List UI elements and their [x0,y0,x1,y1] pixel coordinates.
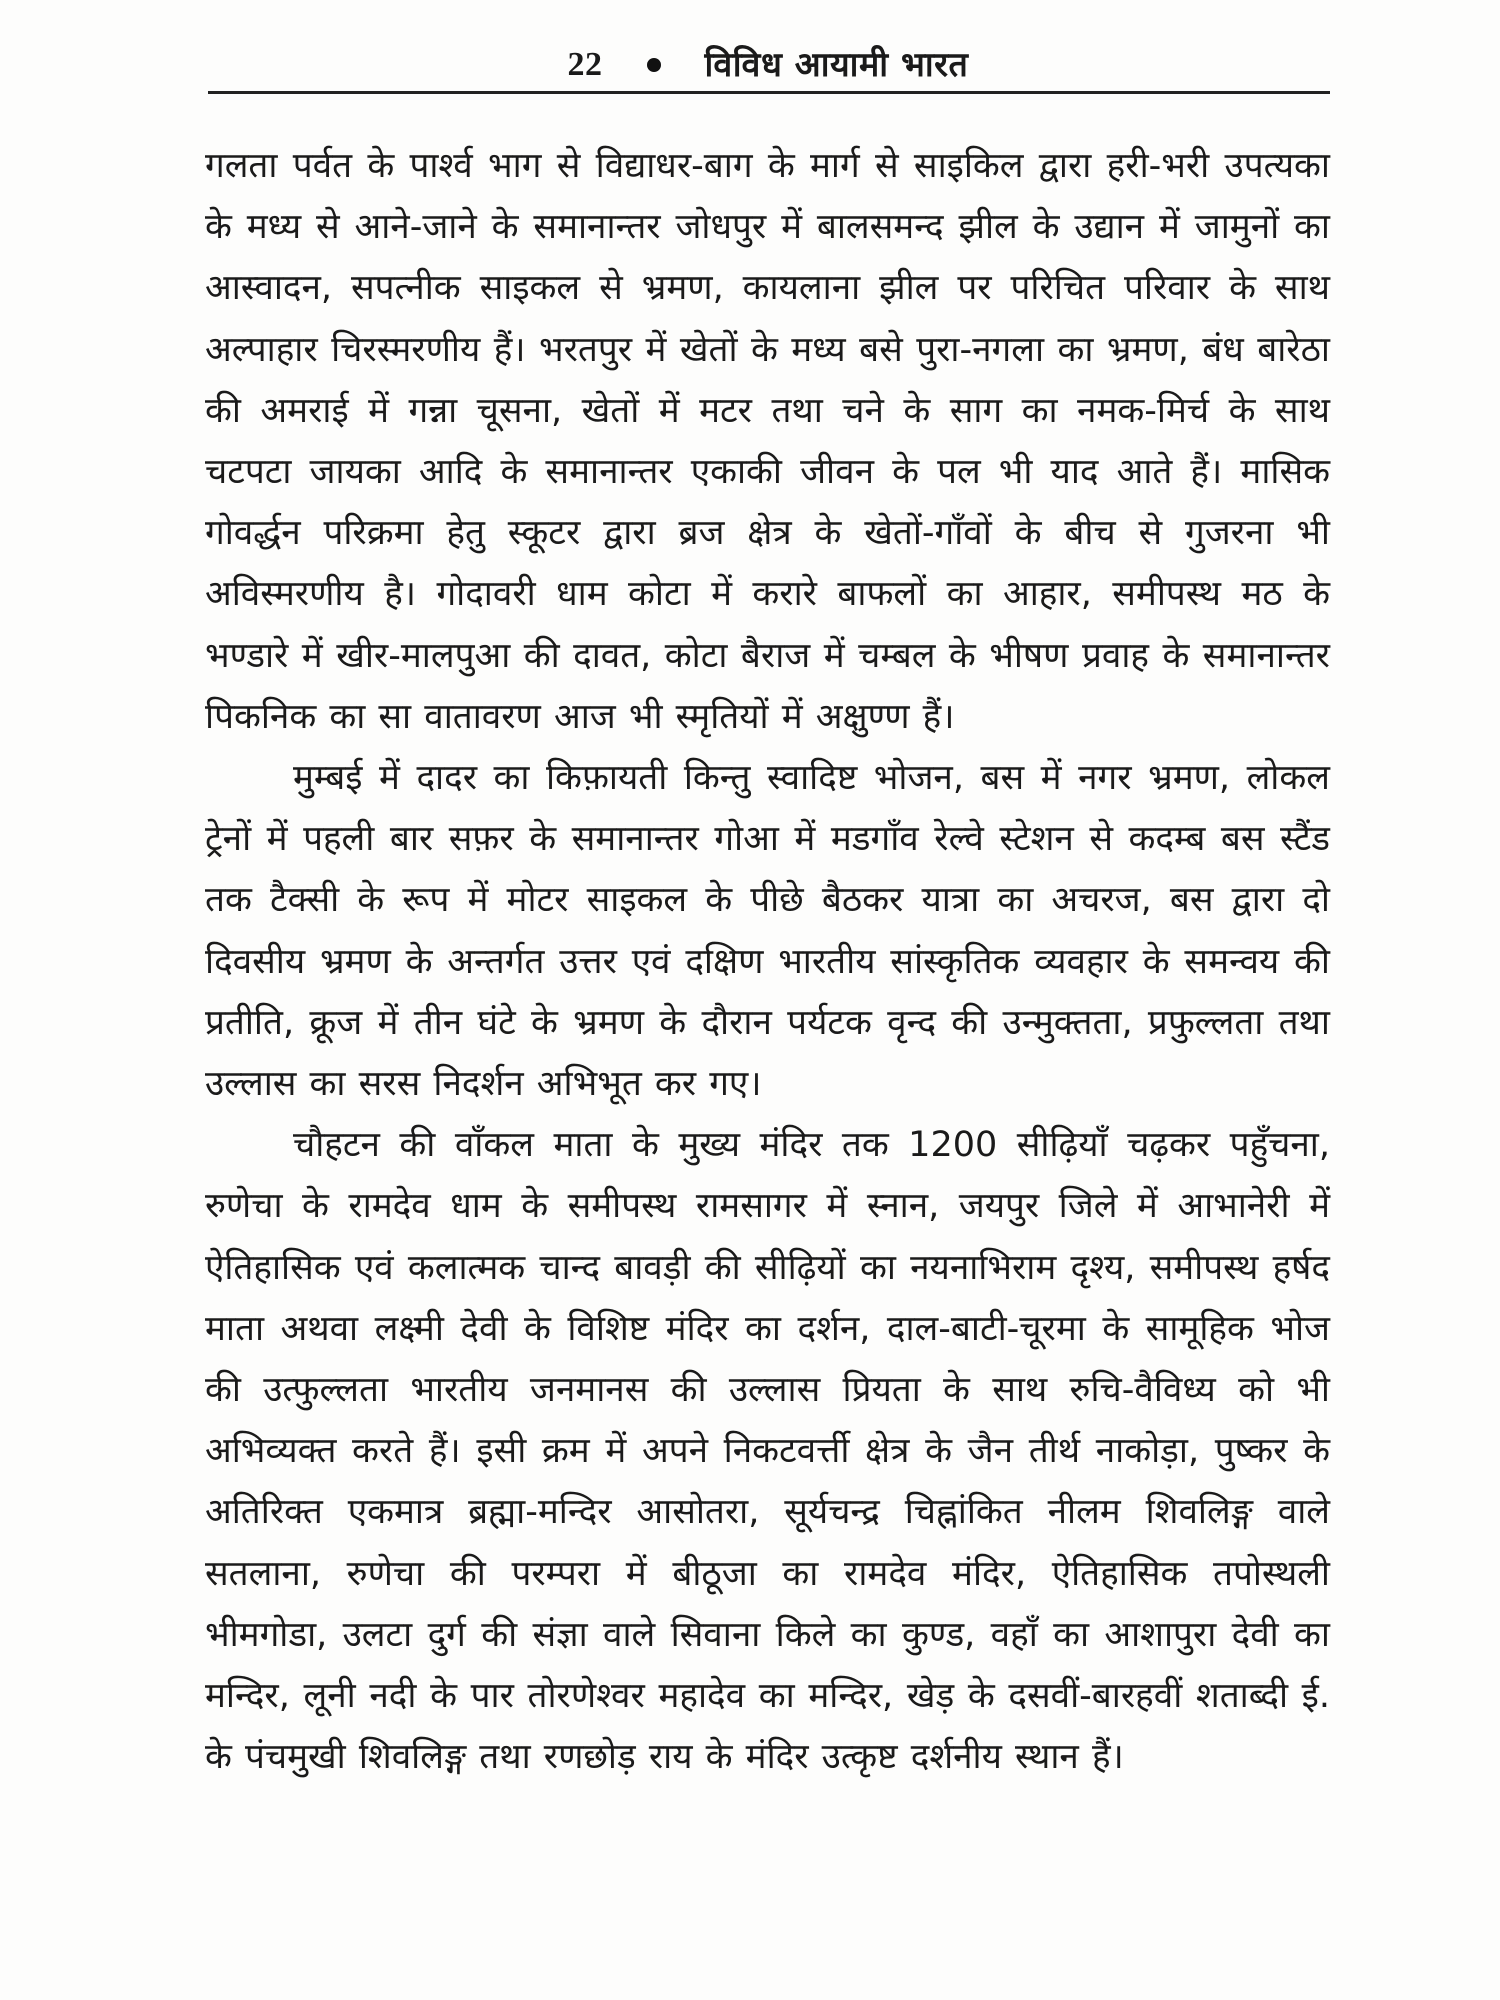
paragraph-1: गलता पर्वत के पार्श्व भाग से विद्याधर-बाग के मार्ग से साइकिल द्वारा हरी-भरी उपत्यका के मध्य से आने-जाने के समानान्तर जोधपुर में बालसमन्द झील के उद्यान में जामुनों का आस्वादन, सपत्नीक साइकल से भ्रमण, कायलाना झील पर परिचित परिवार के साथ अल्पाहार चिरस्मरणीय हैं। भरतपुर में खेतों के मध्य बसे पुरा-नगला का भ्रमण, बंध बारेठा की अमराई में गन्ना चूसना, खेतों में मटर तथा चने के साग का नमक-मिर्च के साथ चटपटा जायका आदि के समानान्तर एकाकी जीवन के पल भी याद आते हैं। मासिक गोवर्द्धन परिक्रमा हेतु स्कूटर द्वारा ब्रज क्षेत्र के खेतों-गाँवों के बीच से गुजरना भी अविस्मरणीय है। गोदावरी धाम कोटा में करारे बाफलों का आहार, समीपस्थ मठ के भण्डारे में खीर-मालपुआ की दावत, कोटा बैराज में चम्बल के भीषण प्रवाह के समानान्तर पिकनिक का सा वातावरण आज भी स्मृतियों में अक्षुण्ण हैं। [205,146,1330,737]
body-text [205,136,1330,1788]
page-number: 22 [567,45,603,83]
running-header-line [208,34,1328,94]
book-title: विविध आयामी भारत [704,44,969,85]
paragraph-2: मुम्बई में दादर का किफ़ायती किन्तु स्वादिष्ट भोजन, बस में नगर भ्रमण, लोकल ट्रेनों में पहली बार सफ़र के समानान्तर गोआ में मडगाँव रेल्वे स्टेशन से कदम्ब बस स्टैंड तक टैक्सी के रूप में मोटर साइकल के पीछे बैठकर यात्रा का अचरज, बस द्वारा दो दिवसीय भ्रमण के अन्तर्गत उत्तर एवं दक्षिण भारतीय सांस्कृतिक व्यवहार के समन्वय की प्रतीति, क्रूज में तीन घंटे के भ्रमण के दौरान पर्यटक वृन्द की उन्मुक्तता, प्रफुल्लता तथा उल्लास का सरस निदर्शन अभिभूत कर गए। [205,758,1330,1105]
bullet-separator-icon [647,58,661,72]
header-rule [208,91,1330,94]
running-header [208,34,1328,92]
paragraph-3: चौहटन की वाँकल माता के मुख्य मंदिर तक 1200 सीढ़ियाँ चढ़कर पहुँचना, रुणेचा के रामदेव धाम के समीपस्थ रामसागर में स्नान, जयपुर जिले में आभानेरी में ऐतिहासिक एवं कलात्मक चान्द बावड़ी की सीढ़ियों का नयनाभिराम दृश्य, समीपस्थ हर्षद माता अथवा लक्ष्मी देवी के विशिष्ट मंदिर का दर्शन, दाल-बाटी-चूरमा के सामूहिक भोज की उत्फुल्लता भारतीय जनमानस की उल्लास प्रियता के साथ रुचि-वैविध्य को भी अभिव्यक्त करते हैं। इसी क्रम में अपने निकटवर्त्ती क्षेत्र के जैन तीर्थ नाकोड़ा, पुष्कर के अतिरिक्त एकमात्र ब्रह्मा-मन्दिर आसोतरा, सूर्यचन्द्र चिह्नांकित नीलम शिवलिङ्ग वाले सतलाना, रुणेचा की परम्परा में बीठूजा का रामदेव मंदिर, ऐतिहासिक तपोस्थली भीमगोडा, उलटा दुर्ग की संज्ञा वाले सिवाना किले का कुण्ड, वहाँ का आशापुरा देवी का मन्दिर, लूनी नदी के पार तोरणेश्वर महादेव का मन्दिर, खेड़ के दसवीं-बारहवीं शताब्दी ई. के पंचमुखी शिवलिङ्ग तथा रणछोड़ राय के मंदिर उत्कृष्ट दर्शनीय स्थान हैं। [205,1125,1330,1778]
